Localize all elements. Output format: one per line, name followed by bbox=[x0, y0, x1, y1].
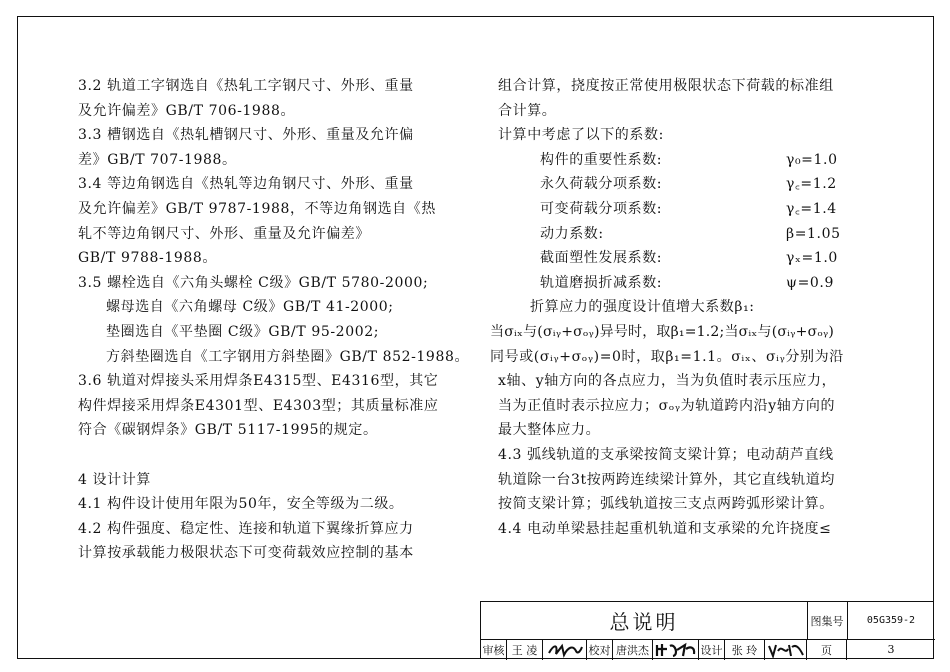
clause-4-2-line-3: 组合计算，挠度按正常使用极限状态下荷载的标准组 bbox=[498, 78, 834, 94]
clause-3-4-line-4: GB/T 9788-1988。 bbox=[78, 250, 217, 267]
coefficient-value: γ꜀=1.4 bbox=[786, 200, 837, 217]
signature-image bbox=[546, 641, 584, 659]
design-name: 张 玲 bbox=[725, 639, 765, 660]
page-number: 3 bbox=[887, 643, 895, 656]
clause-4-3-line-3: 按简支梁计算；弧线轨道按三支点两跨弧形梁计算。 bbox=[498, 496, 834, 513]
stress-explanation-line-5: 最大整体应力。 bbox=[498, 422, 601, 439]
atlas-number: 05G359-2 bbox=[847, 602, 935, 640]
clause-3-5-line-1: 3.5 螺栓选自《六角头螺栓 C级》GB/T 5780-2000; bbox=[78, 274, 429, 291]
review-signature bbox=[543, 639, 587, 660]
stress-explanation-line-2: 同号或(σᵢᵧ+σₒᵧ)=0时，取β₁=1.1。σᵢₓ、σᵢᵧ分别为沿 bbox=[490, 348, 844, 365]
atlas-number-label: 图集号 bbox=[807, 602, 848, 640]
clause-3-6-line-1: 3.6 轨道对焊接头采用焊条E4315型、E4316型，其它 bbox=[78, 373, 439, 390]
coefficients-intro: 计算中考虑了以下的系数: bbox=[498, 127, 664, 144]
signature-image bbox=[655, 641, 697, 659]
coefficient-row bbox=[498, 222, 898, 247]
section-4-heading: 4 设计计算 bbox=[78, 471, 151, 488]
check-signature bbox=[653, 639, 699, 660]
coefficient-name: 永久荷载分项系数: bbox=[540, 176, 663, 193]
clause-3-2-line-2: 及允许偏差》GB/T 706-1988。 bbox=[78, 102, 296, 119]
coefficient-value: β=1.05 bbox=[786, 225, 841, 242]
coefficient-name: 构件的重要性系数: bbox=[540, 151, 663, 168]
coefficient-value: γ₀=1.0 bbox=[786, 151, 838, 168]
coefficient-value: γₓ=1.0 bbox=[786, 250, 838, 267]
right-column bbox=[490, 74, 898, 541]
spacer bbox=[78, 443, 478, 468]
beta-factor-line: 折算应力的强度设计值增大系数β₁: bbox=[530, 299, 755, 316]
stress-explanation-line-1: 当σᵢₓ与(σᵢᵧ+σₒᵧ)异号时，取β₁=1.2;当σᵢₓ与(σᵢᵧ+σₒᵧ) bbox=[490, 323, 835, 340]
clause-3-4-line-1: 3.4 等边角钢选自《热轧等边角钢尺寸、外形、重量 bbox=[78, 176, 414, 193]
coefficient-name: 轨道磨损折减系数: bbox=[540, 274, 663, 291]
clause-3-6-line-3: 符合《碳钢焊条》GB/T 5117-1995的规定。 bbox=[78, 422, 378, 439]
clause-4-3-line-1: 4.3 弧线轨道的支承梁按简支梁计算；电动葫芦直线 bbox=[498, 446, 834, 463]
clause-3-3-line-1: 3.3 槽钢选自《热轧槽钢尺寸、外形、重量及允许偏 bbox=[78, 127, 414, 144]
check-name: 唐洪杰 bbox=[613, 639, 653, 660]
clause-3-4-line-3: 轧不等边角钢尺寸、外形、重量及允许偏差》 bbox=[78, 225, 370, 242]
coefficient-row bbox=[498, 172, 898, 197]
review-label: 审核 bbox=[481, 639, 507, 660]
coefficient-row bbox=[498, 271, 898, 296]
coefficient-name: 截面塑性发展系数: bbox=[540, 250, 663, 267]
clause-3-6-line-2: 构件焊接采用焊条E4301型、E4303型；其质量标准应 bbox=[78, 397, 439, 414]
signature-image bbox=[767, 641, 805, 659]
clause-3-2-line-1: 3.2 轨道工字钢选自《热轧工字钢尺寸、外形、重量 bbox=[78, 78, 414, 94]
coefficient-row bbox=[498, 246, 898, 271]
clause-3-5-line-2: 螺母选自《六角螺母 C级》GB/T 41-2000; bbox=[106, 299, 394, 316]
signature-row bbox=[481, 639, 935, 660]
clause-4-4-line-1: 4.4 电动单梁悬挂起重机轨道和支承梁的允许挠度≤ bbox=[498, 520, 832, 537]
review-name: 王 凌 bbox=[507, 639, 543, 660]
stress-explanation-line-3: x轴、y轴方向的各点应力，当为负值时表示压应力， bbox=[498, 373, 837, 390]
clause-4-2-line-1: 4.2 构件强度、稳定性、连接和轨道下翼缘折算应力 bbox=[78, 520, 414, 537]
coefficient-row bbox=[498, 148, 898, 173]
coefficient-value: ψ=0.9 bbox=[786, 274, 834, 291]
design-signature bbox=[765, 639, 807, 660]
coefficient-name: 可变荷载分项系数: bbox=[540, 200, 663, 217]
check-label: 校对 bbox=[587, 639, 613, 660]
clause-3-3-line-2: 差》GB/T 707-1988。 bbox=[78, 151, 237, 168]
clause-4-2-line-2: 计算按承载能力极限状态下可变荷载效应控制的基本 bbox=[78, 545, 414, 562]
clause-4-3-line-2: 轨道除一台3t按两跨连续梁计算外，其它直线轨道均 bbox=[498, 471, 835, 488]
clause-3-5-line-4: 方斜垫圈选自《工字钢用方斜垫圈》GB/T 852-1988。 bbox=[106, 348, 470, 365]
left-column bbox=[78, 74, 478, 566]
coefficient-name: 动力系数: bbox=[540, 225, 604, 242]
coefficient-value: γ꜀=1.2 bbox=[786, 176, 837, 193]
clause-4-1: 4.1 构件设计使用年限为50年，安全等级为二级。 bbox=[78, 496, 404, 513]
clause-3-5-line-3: 垫圈选自《平垫圈 C级》GB/T 95-2002; bbox=[106, 323, 380, 340]
clause-4-2-line-4: 合计算。 bbox=[498, 102, 557, 119]
clause-3-4-line-2: 及允许偏差》GB/T 9787-1988，不等边角钢选自《热 bbox=[78, 200, 436, 217]
coefficient-row bbox=[498, 197, 898, 222]
stress-explanation-line-4: 当为正值时表示拉应力；σₒᵧ为轨道跨内沿y轴方向的 bbox=[498, 397, 836, 414]
page-label: 页 bbox=[807, 639, 847, 660]
drawing-title: 总说明 bbox=[481, 602, 808, 640]
design-label: 设计 bbox=[699, 639, 725, 660]
title-block bbox=[480, 601, 934, 659]
